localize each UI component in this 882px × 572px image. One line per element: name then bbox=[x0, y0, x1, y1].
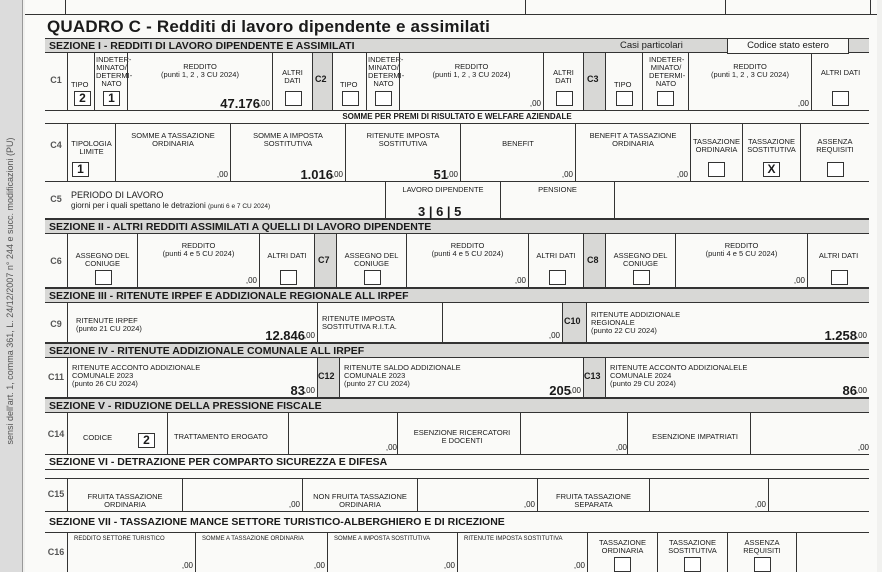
row-c16 bbox=[45, 532, 869, 572]
c8-altri-dati-cell bbox=[807, 234, 869, 287]
c13-label-cell bbox=[583, 358, 605, 397]
c11-label: C11 bbox=[47, 372, 64, 382]
c6-label: C6 bbox=[50, 256, 62, 266]
c13-value: 86 bbox=[842, 383, 857, 398]
c4-tass-ord-cell bbox=[690, 124, 742, 181]
c10-reg-label: RITENUTE ADDIZIONALE REGIONALE bbox=[591, 310, 681, 327]
c3-reddito-sub: (punti 1, 2 , 3 CU 2024) bbox=[711, 70, 789, 79]
c14-trattamento-label: TRATTAMENTO EROGATO bbox=[174, 432, 268, 441]
c4-assenza-field[interactable] bbox=[827, 162, 844, 177]
c11-cell[interactable] bbox=[67, 358, 317, 397]
c16-somme-ord-label: SOMME A TASSAZIONE ORDINARIA bbox=[202, 536, 304, 542]
c1-altri-dati-label: ALTRI DATI bbox=[282, 68, 303, 85]
c11-value: 83 bbox=[290, 383, 305, 398]
c15-fruita-ord-dec: ,00 bbox=[288, 500, 300, 509]
c4-tass-ord-label: TASSAZIONE ORDINARIA bbox=[693, 137, 740, 154]
c4-assenza-cell bbox=[800, 124, 869, 181]
c16-ritenute-sost-dec: ,00 bbox=[573, 561, 585, 570]
c8-assegno-field[interactable] bbox=[633, 270, 650, 285]
c11-sub: (punto 26 CU 2024) bbox=[72, 379, 138, 388]
c15-fruita-sep-value[interactable] bbox=[649, 479, 769, 511]
c14-label: C14 bbox=[47, 429, 65, 439]
c5-periodo-sub-line bbox=[71, 201, 270, 210]
c13-dec: ,00 bbox=[855, 386, 867, 395]
c16-assenza-label: ASSENZA REQUISITI bbox=[743, 538, 781, 555]
c1-tipo-field[interactable]: 2 bbox=[74, 91, 91, 106]
c3-reddito-label: REDDITO bbox=[733, 62, 767, 71]
c3-indeterminato-cell bbox=[642, 53, 688, 110]
c4-somme-ord-label: SOMME A TASSAZIONE ORDINARIA bbox=[131, 131, 215, 148]
c4-ritenute-value: 51 bbox=[433, 167, 448, 182]
c16-tass-ord-label: TASSAZIONE ORDINARIA bbox=[599, 538, 646, 555]
c5-periodo-punti: (punti 6 e 7 CU 2024) bbox=[207, 203, 271, 210]
c16-tass-ord-cell bbox=[587, 533, 657, 572]
c9-rita-cell bbox=[317, 303, 442, 342]
c7-altri-dati-label: ALTRI DATI bbox=[536, 251, 576, 260]
c1-altri-dati-field[interactable] bbox=[285, 91, 302, 106]
section-5-title: SEZIONE V - RIDUZIONE DELLA PRESSIONE FISCALE bbox=[49, 400, 322, 412]
c15-fruita-ord-cell bbox=[67, 479, 182, 511]
c4-benefit-dec: ,00 bbox=[561, 170, 573, 179]
c7-altri-dati-cell bbox=[528, 234, 583, 287]
c2-reddito-cell[interactable] bbox=[399, 53, 543, 110]
c14-esenzione-imp-value-area bbox=[750, 413, 871, 454]
c10-reg-cell[interactable] bbox=[586, 303, 869, 342]
c14-esenzione-imp-cell[interactable] bbox=[627, 413, 869, 454]
c10-label-cell bbox=[562, 303, 586, 342]
c6-altri-dati-field[interactable] bbox=[280, 270, 297, 285]
c5-lavoro-dip-value: 3 | 6 | 5 bbox=[418, 204, 462, 219]
c9-rita-dec: ,00 bbox=[548, 331, 560, 340]
row-c9-c10 bbox=[45, 303, 869, 343]
c4-somme-sost-dec: ,00 bbox=[331, 170, 343, 179]
c7-reddito-sub: (punti 4 e 5 CU 2024) bbox=[431, 249, 504, 258]
c4-ritenute-label: RITENUTE IMPOSTA SOSTITUTIVA bbox=[366, 131, 440, 148]
c16-somme-sost-cell[interactable] bbox=[327, 533, 457, 572]
c12-label-cell bbox=[317, 358, 339, 397]
c14-esenzione-imp-label: ESENZIONE IMPATRIATI bbox=[652, 432, 738, 441]
section-5-heading bbox=[45, 398, 869, 413]
c12-cell[interactable] bbox=[339, 358, 583, 397]
row-c15 bbox=[45, 478, 869, 512]
c12-description: RITENUTE SALDO ADDIZIONALE COMUNALE 2023 bbox=[344, 363, 461, 380]
c1-indeterminato-cell bbox=[94, 53, 133, 110]
c16-tass-sost-cell bbox=[657, 533, 727, 572]
section-6-heading bbox=[45, 455, 869, 470]
c2-altri-dati-field[interactable] bbox=[556, 91, 573, 106]
c16-somme-sost-dec: ,00 bbox=[443, 561, 455, 570]
c4-ritenute-cell[interactable] bbox=[345, 124, 460, 181]
c2-reddito-label: REDDITO bbox=[454, 62, 489, 71]
c9-rita-value-cell[interactable] bbox=[442, 303, 562, 342]
c14-esenzione-imp-dec: ,00 bbox=[857, 443, 869, 452]
c3-indeterminato-label: INDETER- MINATO/ DETERMI- NATO bbox=[649, 55, 686, 88]
c1-indeterminato-label: INDETER- MINATO/ DETERMI- NATO bbox=[96, 55, 133, 88]
c12-dec: ,00 bbox=[569, 386, 581, 395]
c15-fruita-sep-cell bbox=[537, 479, 649, 511]
c10-reg-value: 1.258 bbox=[824, 328, 857, 343]
c2-reddito-dec: ,00 bbox=[529, 99, 541, 108]
c3-altri-dati-cell bbox=[811, 53, 869, 110]
c7-reddito-cell[interactable] bbox=[406, 234, 528, 287]
c16-somme-ord-dec: ,00 bbox=[313, 561, 325, 570]
row-c6-c8 bbox=[45, 234, 869, 288]
c6-reddito-sub: (punti 4 e 5 CU 2024) bbox=[162, 249, 235, 258]
c2-indeterminato-cell bbox=[366, 53, 405, 110]
c15-label: C15 bbox=[47, 489, 65, 499]
c1-tipo-label: TIPO bbox=[71, 80, 89, 89]
c3-tipo-label: TIPO bbox=[614, 80, 632, 89]
c4-benefit-ord-label: BENEFIT A TASSAZIONE ORDINARIA bbox=[589, 131, 677, 148]
c3-label-cell bbox=[583, 53, 605, 110]
c14-trattamento-value-area bbox=[288, 413, 399, 454]
c5-label: C5 bbox=[50, 194, 62, 204]
section-6-title: SEZIONE VI - DETRAZIONE PER COMPARTO SICUREZZA E DIFESA bbox=[49, 456, 388, 468]
c6-assegno-field[interactable] bbox=[95, 270, 112, 285]
c2-label-cell bbox=[312, 53, 332, 110]
c14-esenzione-ric-label: ESENZIONE RICERCATORI E DOCENTI bbox=[413, 428, 511, 445]
c2-tipo-label: TIPO bbox=[340, 80, 358, 89]
c7-assegno-label: ASSEGNO DEL CONIUGE bbox=[344, 251, 399, 268]
c16-assenza-cell bbox=[727, 533, 797, 572]
c8-reddito-cell[interactable] bbox=[675, 234, 807, 287]
c16-reddito-tur-label: REDDITO SETTORE TURISTICO bbox=[74, 536, 165, 542]
c10-reg-dec: ,00 bbox=[855, 331, 867, 340]
c4-tass-ord-field[interactable] bbox=[708, 162, 725, 177]
c4-assenza-label: ASSENZA REQUISITI bbox=[816, 137, 854, 154]
premi-heading: SOMME PER PREMI DI RISULTATO E WELFARE AZIENDALE bbox=[342, 112, 572, 121]
c6-altri-dati-label: ALTRI DATI bbox=[267, 251, 307, 260]
row-c1-c3 bbox=[45, 53, 869, 111]
row-c5 bbox=[45, 182, 869, 219]
c15-non-fruita-label: NON FRUITA TASSAZIONE ORDINARIA bbox=[313, 492, 407, 509]
c8-reddito-dec: ,00 bbox=[793, 276, 805, 285]
c2-indeterminato-label: INDETER- MINATO/ DETERMI- NATO bbox=[368, 55, 405, 88]
c1-reddito-value: 47.176 bbox=[220, 96, 260, 111]
left-margin-strip bbox=[0, 0, 23, 572]
c16-ritenute-sost-cell[interactable] bbox=[457, 533, 587, 572]
c4-benefit-ord-cell[interactable] bbox=[575, 124, 690, 181]
c15-non-fruita-value[interactable] bbox=[417, 479, 537, 511]
row-c14 bbox=[45, 413, 869, 455]
c14-esenzione-ric-dec: ,00 bbox=[615, 443, 627, 452]
c14-esenzione-ric-value-area bbox=[520, 413, 629, 454]
c13-label: C13 bbox=[584, 371, 601, 381]
c16-ritenute-sost-label: RITENUTE IMPOSTA SOSTITUTIVA bbox=[464, 536, 563, 542]
c1-altri-dati-cell bbox=[272, 53, 312, 110]
c13-cell[interactable] bbox=[605, 358, 869, 397]
c16-tass-sost-label: TASSAZIONE SOSTITUTIVA bbox=[668, 538, 717, 555]
c10-reg-sub: (punto 22 CU 2024) bbox=[591, 326, 657, 335]
c16-reddito-tur-dec: ,00 bbox=[181, 561, 193, 570]
c4-tipologia-field[interactable]: 1 bbox=[72, 162, 89, 177]
c16-assenza-field[interactable] bbox=[754, 557, 771, 572]
c6-reddito-label: REDDITO bbox=[181, 241, 216, 250]
section-4-title: SEZIONE IV - RITENUTE ADDIZIONALE COMUNALE ALL IRPEF bbox=[49, 345, 365, 357]
c4-somme-ord-cell[interactable] bbox=[115, 124, 230, 181]
c7-assegno-field[interactable] bbox=[364, 270, 381, 285]
c6-assegno-cell bbox=[67, 234, 137, 287]
c3-reddito-cell[interactable] bbox=[688, 53, 811, 110]
c7-label: C7 bbox=[318, 255, 330, 265]
c4-somme-sost-label: SOMME A IMPOSTA SOSTITUTIVA bbox=[253, 131, 323, 148]
c16-label: C16 bbox=[47, 547, 65, 557]
c15-non-fruita-cell bbox=[302, 479, 417, 511]
c11-dec: ,00 bbox=[303, 386, 315, 395]
c2-reddito-sub: (punti 1, 2 , 3 CU 2024) bbox=[432, 70, 511, 79]
c6-reddito-dec: ,00 bbox=[245, 276, 257, 285]
c1-indeterminato-field[interactable]: 1 bbox=[103, 91, 120, 106]
c4-ritenute-dec: ,00 bbox=[446, 170, 458, 179]
c4-tass-sost-field[interactable]: X bbox=[763, 162, 780, 177]
c14-codice-label: CODICE bbox=[83, 433, 113, 442]
section-1-title: SEZIONE I - REDDITI DI LAVORO DIPENDENTE E ASSIMILATI bbox=[49, 40, 355, 52]
c9-irpef-cell[interactable] bbox=[67, 303, 317, 342]
c7-reddito-dec: ,00 bbox=[514, 276, 526, 285]
c4-label: C4 bbox=[50, 140, 62, 150]
c5-periodo-label: PERIODO DI LAVORO bbox=[71, 190, 164, 200]
row-c11-c13 bbox=[45, 358, 869, 398]
c6-reddito-cell[interactable] bbox=[137, 234, 259, 287]
c15-non-fruita-dec: ,00 bbox=[523, 500, 535, 509]
c8-altri-dati-field[interactable] bbox=[831, 270, 848, 285]
c2-altri-dati-cell bbox=[543, 53, 583, 110]
c4-somme-sost-cell[interactable] bbox=[230, 124, 345, 181]
c3-tipo-cell bbox=[605, 53, 642, 110]
c7-assegno-cell bbox=[336, 234, 406, 287]
c2-altri-dati-label: ALTRI DATI bbox=[553, 68, 574, 85]
c8-label: C8 bbox=[587, 255, 599, 265]
c4-tass-sost-cell bbox=[742, 124, 800, 181]
c16-reddito-tur-cell[interactable] bbox=[67, 533, 195, 572]
row-c4 bbox=[45, 124, 869, 182]
c1-reddito-dec: ,00 bbox=[258, 99, 270, 108]
c4-somme-ord-dec: ,00 bbox=[216, 170, 228, 179]
section-1-heading bbox=[45, 38, 869, 53]
c14-codice-cell bbox=[67, 413, 167, 454]
premi-heading-row bbox=[45, 111, 869, 124]
c3-altri-dati-label: ALTRI DATI bbox=[820, 68, 861, 77]
c1-label: C1 bbox=[50, 75, 62, 85]
section-3-title: SEZIONE III - RITENUTE IRPEF E ADDIZIONALE REGIONALE ALL IRPEF bbox=[49, 290, 409, 302]
c14-trattamento-dec: ,00 bbox=[385, 443, 397, 452]
c2-tipo-cell bbox=[332, 53, 366, 110]
c5-pensione-label: PENSIONE bbox=[538, 185, 577, 194]
c14-esenzione-ric-cell[interactable] bbox=[397, 413, 627, 454]
c9-label: C9 bbox=[50, 319, 62, 329]
c3-indeterminato-field[interactable] bbox=[657, 91, 674, 106]
c9-irpef-sub: (punto 21 CU 2024) bbox=[76, 324, 142, 333]
c4-somme-sost-value: 1.016 bbox=[300, 167, 333, 182]
c8-assegno-label: ASSEGNO DEL CONIUGE bbox=[613, 251, 668, 268]
c4-benefit-cell[interactable] bbox=[460, 124, 575, 181]
c1-reddito-label: REDDITO bbox=[183, 62, 217, 71]
c3-label: C3 bbox=[587, 74, 599, 84]
margin-legal-text: sensi dell'art. 1, comma 361, L. 24/12/2007 n° 244 e succ. modificazioni (PU) bbox=[5, 137, 15, 445]
c9-irpef-label: RITENUTE IRPEF bbox=[76, 316, 138, 325]
c15-fruita-ord-value[interactable] bbox=[182, 479, 302, 511]
c4-tipologia-label: TIPOLOGIA LIMITE bbox=[71, 139, 112, 156]
c6-altri-dati-cell bbox=[259, 234, 314, 287]
c14-codice-field[interactable]: 2 bbox=[138, 433, 155, 448]
c16-somme-sost-label: SOMME A IMPOSTA SOSTITUTIVA bbox=[334, 536, 431, 542]
c2-tipo-field[interactable] bbox=[342, 91, 359, 106]
c16-tass-sost-field[interactable] bbox=[684, 557, 701, 572]
c4-benefit-ord-dec: ,00 bbox=[676, 170, 688, 179]
c7-altri-dati-field[interactable] bbox=[549, 270, 566, 285]
c13-description: RITENUTE ACCONTO ADDIZIONALELE COMUNALE 2024 bbox=[610, 363, 748, 380]
previous-section-edge bbox=[25, 0, 877, 15]
c1-reddito-sub: (punti 1, 2 , 3 CU 2024) bbox=[161, 70, 239, 79]
c8-assegno-cell bbox=[605, 234, 675, 287]
section-7-title: SEZIONE VII - TASSAZIONE MANCE SETTORE TURISTICO-ALBERGHIERO E DI RICEZIONE bbox=[49, 516, 505, 528]
c1-tipo-cell bbox=[67, 53, 94, 110]
c8-altri-dati-label: ALTRI DATI bbox=[818, 251, 859, 260]
c8-label-cell bbox=[583, 234, 605, 287]
page-title: QUADRO C - Redditi di lavoro dipendente e assimilati bbox=[47, 17, 491, 36]
section-4-heading bbox=[45, 343, 869, 358]
section-3-heading bbox=[45, 288, 869, 303]
c3-reddito-dec: ,00 bbox=[797, 99, 809, 108]
c11-description: RITENUTE ACCONTO ADDIZIONALE COMUNALE 2023 bbox=[72, 363, 201, 380]
c2-indeterminato-field[interactable] bbox=[375, 91, 392, 106]
c5-periodo-sub: giorni per i quali spettano le detrazioni bbox=[71, 201, 206, 210]
section-2-heading bbox=[45, 219, 869, 234]
c2-label: C2 bbox=[315, 74, 327, 84]
c4-tipologia-cell bbox=[67, 124, 115, 181]
c8-reddito-sub: (punti 4 e 5 CU 2024) bbox=[705, 249, 778, 258]
c5-lavoro-dip-cell[interactable] bbox=[385, 182, 500, 218]
c9-rita-label: RITENUTE IMPOSTA SOSTITUTIVA R.I.T.A. bbox=[322, 314, 397, 331]
c8-reddito-label: REDDITO bbox=[724, 241, 759, 250]
c14-trattamento-cell[interactable] bbox=[167, 413, 397, 454]
c15-fruita-sep-dec: ,00 bbox=[754, 500, 766, 509]
c10-label: C10 bbox=[564, 316, 581, 326]
c12-label: C12 bbox=[318, 371, 335, 381]
c4-benefit-label: BENEFIT bbox=[502, 139, 534, 148]
c5-lavoro-dip-label: LAVORO DIPENDENTE bbox=[402, 185, 484, 194]
c15-fruita-ord-label: FRUITA TASSAZIONE ORDINARIA bbox=[87, 492, 163, 509]
c1-reddito-cell[interactable] bbox=[127, 53, 272, 110]
c12-value: 205 bbox=[549, 383, 571, 398]
c5-pensione-cell[interactable] bbox=[500, 182, 615, 218]
c7-reddito-label: REDDITO bbox=[450, 241, 485, 250]
c9-irpef-value: 12.846 bbox=[265, 328, 305, 343]
c6-assegno-label: ASSEGNO DEL CONIUGE bbox=[75, 251, 130, 268]
c12-sub: (punto 27 CU 2024) bbox=[344, 379, 410, 388]
section-7-heading bbox=[45, 515, 869, 530]
c13-sub: (punto 29 CU 2024) bbox=[610, 379, 676, 388]
c15-fruita-sep-label: FRUITA TASSAZIONE SEPARATA bbox=[555, 492, 631, 509]
c16-tass-ord-field[interactable] bbox=[614, 557, 631, 572]
c3-tipo-field[interactable] bbox=[616, 91, 633, 106]
codice-stato-estero-field[interactable]: Codice stato estero bbox=[727, 38, 849, 54]
c9-irpef-dec: ,00 bbox=[303, 331, 315, 340]
c7-label-cell bbox=[314, 234, 336, 287]
casi-particolari-label: Casi particolari bbox=[620, 40, 683, 51]
c3-altri-dati-field[interactable] bbox=[832, 91, 849, 106]
section-2-title: SEZIONE II - ALTRI REDDITI ASSIMILATI A QUELLI DI LAVORO DIPENDENTE bbox=[49, 221, 432, 233]
c4-tass-sost-label: TASSAZIONE SOSTITUTIVA bbox=[747, 137, 796, 154]
c16-somme-ord-cell[interactable] bbox=[195, 533, 327, 572]
quadro-c-form bbox=[25, 0, 877, 572]
